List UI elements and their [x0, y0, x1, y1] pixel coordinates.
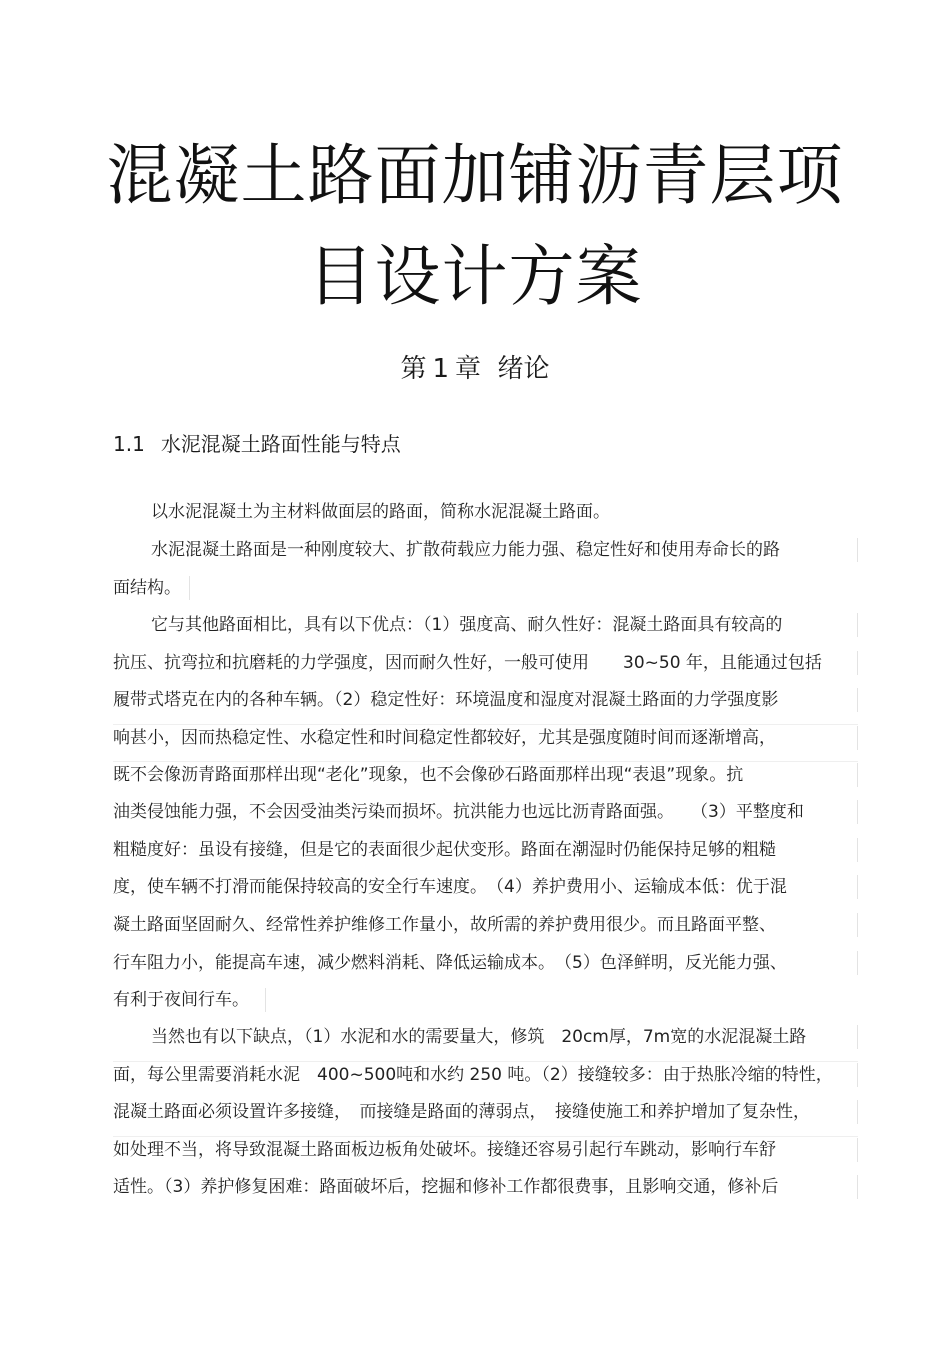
chapter-number: 1 — [432, 354, 449, 384]
margin-rule — [857, 913, 858, 937]
text-line: 凝土路面坚固耐久、经常性养护维修工作量小，故所需的养护费用很少。而且路面平整、 — [113, 915, 776, 935]
section-title: 水泥混凝土路面性能与特点 — [160, 432, 401, 456]
margin-rule — [857, 688, 858, 712]
margin-rule — [857, 613, 858, 637]
text-line: 行车阻力小，能提高车速，减少燃料消耗、降低运输成本。 （5）色泽鲜明，反光能力强、 — [113, 953, 787, 973]
margin-rule — [857, 763, 858, 787]
text-line: 粗糙度好：虽设有接缝，但是它的表面很少起伏变形。路面在潮湿时仍能保持足够的粗糙 — [113, 840, 776, 860]
text-line: 既不会像沥青路面那样出现“老化”现象，也不会像砂石路面那样出现“表退”现象。抗 — [113, 765, 744, 785]
margin-rule — [857, 1138, 858, 1162]
text-line: 面，每公里需要消耗水泥 400~500吨和水约 250 吨。（2）接缝较多：由于热胀冷缩的特性， — [113, 1065, 833, 1085]
text-line: 如处理不当，将导致混凝土路面板边板角处破坏。接缝还容易引起行车跳动，影响行车舒 — [113, 1140, 776, 1160]
text-line: 油类侵蚀能力强，不会因受油类污染而损坏。抗洪能力也远比沥青路面强。 （3）平整度和 — [113, 802, 804, 822]
text-line: 当然也有以下缺点，（1）水泥和水的需要量大，修筑 20cm厚，7m宽的水泥混凝土路 — [151, 1027, 807, 1047]
margin-rule — [857, 538, 858, 562]
margin-rule — [189, 576, 190, 600]
separator-line — [113, 761, 858, 762]
text-line: 适性。（3）养护修复困难：路面破坏后，挖掘和修补工作都很费事，且影响交通，修补后 — [113, 1177, 779, 1197]
margin-rule — [857, 875, 858, 899]
separator-line — [113, 1136, 858, 1137]
margin-rule — [857, 726, 858, 750]
margin-rule — [857, 1100, 858, 1124]
separator-line — [113, 724, 858, 725]
margin-rule — [857, 1025, 858, 1049]
margin-rule — [857, 1175, 858, 1199]
text-line: 有利于夜间行车。 — [113, 990, 249, 1010]
margin-rule — [857, 800, 858, 824]
text-line: 响甚小，因而热稳定性、水稳定性和时间稳定性都较好，尤其是强度随时间而逐渐增高， — [113, 728, 776, 748]
text-line: 面结构。 — [113, 578, 181, 598]
text-line: 以水泥混凝土为主材料做面层的路面，简称水泥混凝土路面。 — [151, 502, 610, 522]
document-title-line-1: 混凝土路面加铺沥青层项 — [106, 137, 844, 214]
margin-rule — [265, 988, 266, 1012]
text-line: 混凝土路面必须设置许多接缝， 而接缝是路面的薄弱点， 接缝使施工和养护增加了复杂性， — [113, 1102, 810, 1122]
margin-rule — [857, 651, 858, 675]
separator-line — [113, 1061, 858, 1062]
text-line: 它与其他路面相比，具有以下优点：（1）强度高、耐久性好：混凝土路面具有较高的 — [151, 615, 783, 635]
margin-rule — [857, 838, 858, 862]
text-line: 抗压、抗弯拉和抗磨耗的力学强度，因而耐久性好，一般可使用 30~50 年，且能通过包括 — [113, 653, 822, 673]
section-number: 1.1 — [113, 432, 145, 456]
document-title-line-2: 目设计方案 — [307, 238, 643, 315]
chapter-heading — [0, 356, 950, 382]
margin-rule — [857, 951, 858, 975]
margin-rule — [857, 1063, 858, 1087]
section-heading — [113, 434, 401, 454]
chapter-name: 绪论 — [497, 354, 550, 384]
chapter-prefix: 第 — [400, 354, 427, 384]
text-line: 履带式塔克在内的各种车辆。（2）稳定性好：环境温度和湿度对混凝土路面的力学强度影 — [113, 690, 779, 710]
text-line: 水泥混凝土路面是一种刚度较大、扩散荷载应力能力强、稳定性好和使用寿命长的路 — [151, 540, 780, 560]
chapter-suffix: 章 — [455, 354, 482, 384]
text-line: 度，使车辆不打滑而能保持较高的安全行车速度。 （4）养护费用小、运输成本低：优于混 — [113, 877, 787, 897]
